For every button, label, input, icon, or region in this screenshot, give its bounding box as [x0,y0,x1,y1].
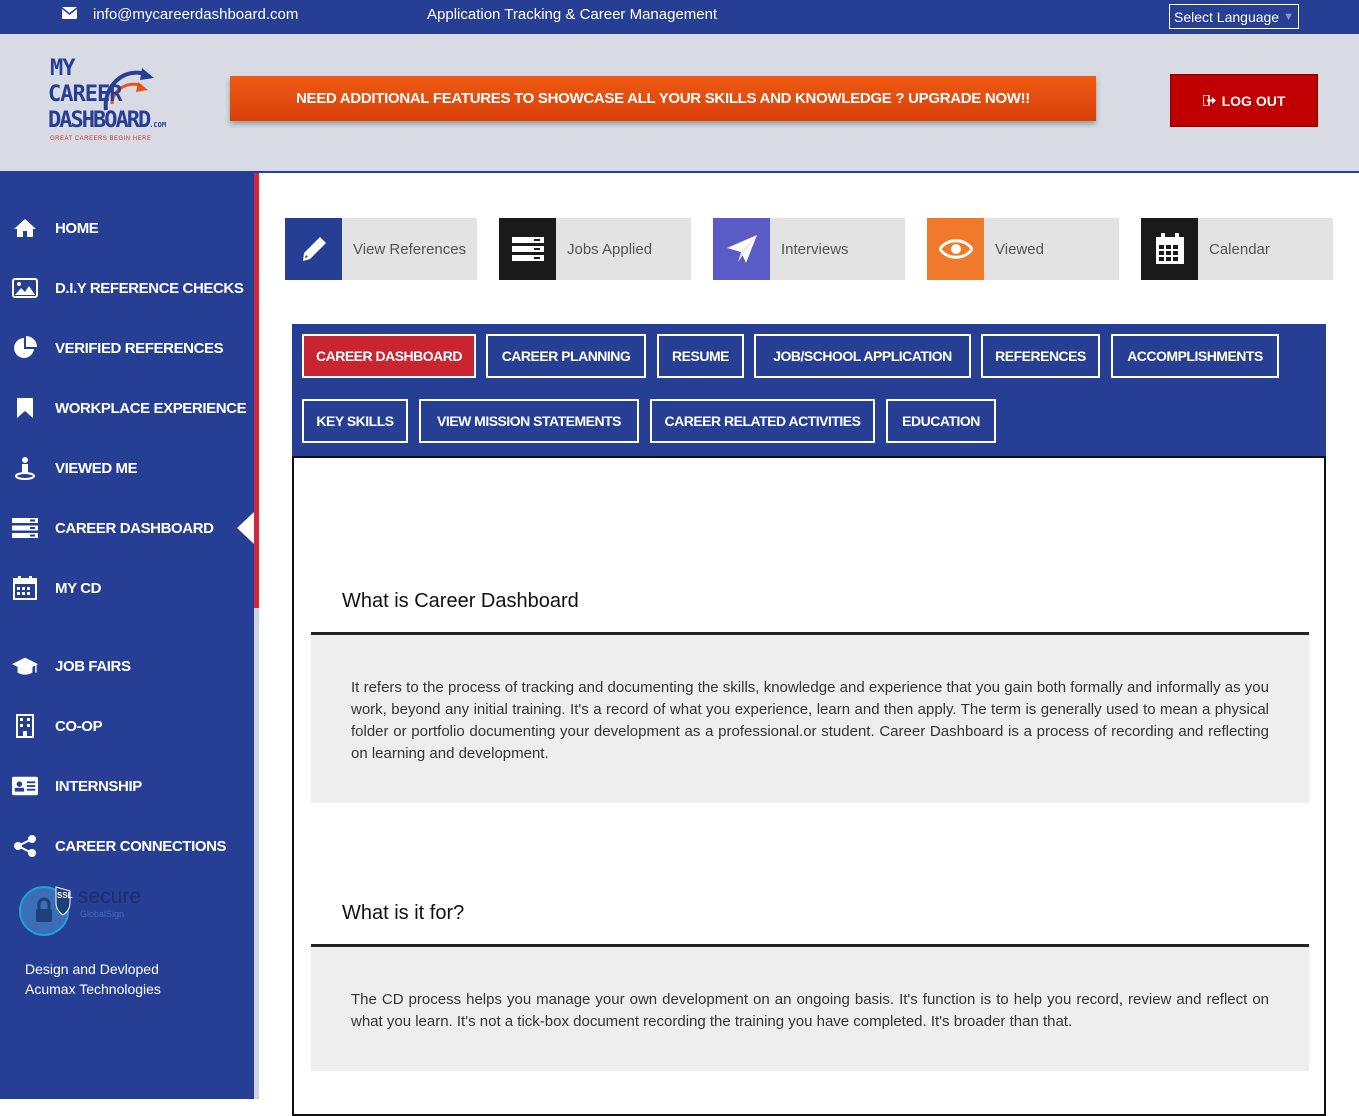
developer-credit [25,959,161,999]
home-icon [12,216,38,240]
building-icon [12,714,38,738]
sidebar-item-diy-reference-checks[interactable] [0,268,254,308]
logout-label: LOG OUT [1221,92,1286,109]
upgrade-banner-button[interactable]: NEED ADDITIONAL FEATURES TO SHOWCASE ALL YOUR SKILLS AND KNOWLEDGE ? UPGRADE NOW!! [230,76,1096,121]
calendar-icon [1141,218,1198,280]
tile-label: Interviews [781,240,849,258]
secure-label: secure [78,885,142,908]
sidebar-item-label: CO-OP [55,717,103,735]
share-icon [12,834,38,858]
language-select-label: Select Language [1174,8,1280,25]
pencil-icon [285,218,342,280]
logo-slogan: GREAT CAREERS BEGIN HERE [50,136,152,142]
credit-line-2: Acumax Technologies [25,981,161,997]
tab-career-related-activities[interactable]: CAREER RELATED ACTIVITIES [650,399,875,443]
top-bar [0,0,1359,34]
sidebar-item-career-connections[interactable] [0,826,254,866]
email-text[interactable]: info@mycareerdashboard.com [93,6,299,23]
tile-calendar[interactable] [1141,218,1333,280]
tile-label: Jobs Applied [567,240,653,258]
section-body-text: The CD process helps you manage your own development on an ongoing basis. It's function is to help you record, review and reflect on what you learn. It's not a tick-box document recording the training you have completed. It's broader than that. [351,991,1269,1030]
tab-key-skills[interactable]: KEY SKILLS [302,399,408,443]
credit-line-1: Design and Devloped [25,961,159,977]
sidebar [0,173,255,1099]
sidebar-accent-bar [254,173,259,608]
contact-email[interactable] [62,6,298,23]
sidebar-item-label: CAREER DASHBOARD [55,519,214,537]
tile-interviews[interactable] [713,218,905,280]
tab-career-planning[interactable]: CAREER PLANNING [486,334,646,378]
ssl-label: SSL [57,891,73,900]
logout-button[interactable] [1170,74,1318,127]
section-title: What is Career Dashboard [342,590,579,612]
sidebar-item-label: INTERNSHIP [55,777,142,795]
logo-line-1: MY [50,56,75,81]
section-body [311,635,1309,803]
tab-references[interactable]: REFERENCES [981,334,1100,378]
sidebar-item-label: VERIFIED REFERENCES [55,339,224,357]
sidebar-item-label: D.I.Y REFERENCE CHECKS [55,279,244,297]
chevron-down-icon: ▼ [1283,10,1294,23]
graduation-cap-icon [12,654,38,678]
tab-view-mission-statements[interactable]: VIEW MISSION STATEMENTS [419,399,639,443]
pie-chart-icon [12,336,38,360]
tab-education[interactable]: EDUCATION [886,399,996,443]
section-body [311,947,1309,1071]
sidebar-item-co-op[interactable] [0,706,254,746]
sidebar-item-label: JOB FAIRS [55,657,131,675]
tab-accomplishments[interactable]: ACCOMPLISHMENTS [1111,334,1279,378]
section-title: What is it for? [342,902,465,924]
sidebar-item-label: WORKPLACE EXPERIENCE [55,399,247,417]
tab-career-dashboard[interactable]: CAREER DASHBOARD [302,334,476,378]
logo-line-2: CAREER [48,82,122,107]
language-select[interactable] [1169,4,1299,29]
sidebar-item-verified-references[interactable] [0,328,254,368]
calendar-icon [12,576,38,600]
id-card-icon [12,774,38,798]
tile-label: Viewed [995,240,1044,258]
paper-plane-icon [713,218,770,280]
bookmark-icon [12,396,38,420]
image-icon [12,276,38,300]
sidebar-item-career-dashboard[interactable] [0,508,254,548]
logo-line-3: DASHBOARD.COM [48,108,167,133]
sidebar-item-viewed-me[interactable] [0,448,254,488]
sidebar-item-job-fairs[interactable] [0,646,254,686]
sidebar-item-label: MY CD [55,579,102,597]
sidebar-item-workplace-experience[interactable] [0,388,254,428]
sidebar-item-label: VIEWED ME [55,459,138,477]
eye-icon [927,218,984,280]
sidebar-item-label: HOME [55,219,99,237]
tab-resume[interactable]: RESUME [657,334,744,378]
site-tagline: Application Tracking & Career Management [427,6,718,23]
section-body-text: It refers to the process of tracking and documenting the skills, knowledge and experience that you gain both formally and informally as you work, beyond any initial training. It's a record of what you experience, learn and then apply. The term is generally used to mean a physical folder or portfolio documenting your development as a professional.or student. Career Dashboard is a process of recording and reflecting on learning and development. [351,679,1269,762]
sidebar-item-my-cd[interactable] [0,568,254,608]
sidebar-item-label: CAREER CONNECTIONS [55,837,227,855]
tile-label: View References [353,240,467,258]
sidebar-scrollbar[interactable] [254,608,259,1099]
site-logo[interactable] [48,52,168,162]
ssl-secure-badge [18,883,158,943]
envelope-icon [62,6,77,23]
tile-label: Calendar [1209,240,1270,258]
tile-view-references[interactable] [285,218,477,280]
tile-jobs-applied[interactable] [499,218,691,280]
server-icon [499,218,556,280]
sign-out-icon [1203,93,1216,109]
content-panel [292,456,1326,1116]
person-pin-icon [12,456,38,480]
tab-job-school-application[interactable]: JOB/SCHOOL APPLICATION [754,334,971,378]
server-icon [12,516,38,540]
sidebar-item-home[interactable] [0,208,254,248]
tile-viewed[interactable] [927,218,1119,280]
tab-panel [292,324,1326,457]
issuer-label: GlobalSign [80,909,125,919]
sidebar-item-internship[interactable] [0,766,254,806]
header [0,34,1359,173]
